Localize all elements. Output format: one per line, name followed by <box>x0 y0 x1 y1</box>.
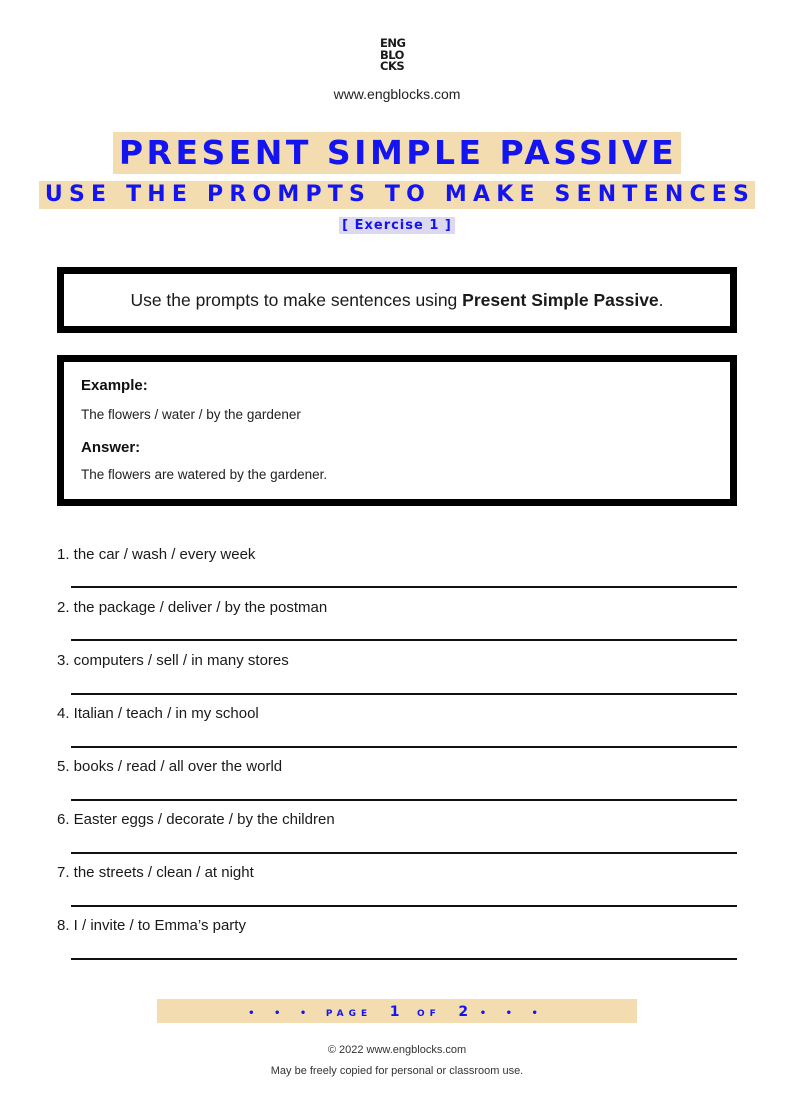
of-word: OF <box>417 1009 441 1019</box>
page-word: PAGE <box>325 1009 373 1019</box>
answer-line-4[interactable] <box>71 746 737 748</box>
answer-label: Answer: <box>81 439 141 456</box>
logo-line-3: CKS <box>380 59 405 73</box>
answer-line-2[interactable] <box>71 639 737 641</box>
page-total: 2 <box>458 1004 469 1020</box>
license-note: May be freely copied for personal or classroom use. <box>270 1065 524 1077</box>
exercise-item-1: 1. the car / wash / every week <box>57 546 256 563</box>
exercise-row <box>0 216 794 234</box>
answer-line-6[interactable] <box>71 852 737 854</box>
instructions-end: . <box>658 290 664 310</box>
title-row <box>0 132 794 174</box>
exercise-item-5: 5. books / read / all over the world <box>57 758 283 775</box>
example-label: Example: <box>81 377 148 394</box>
logo-line-1: ENG <box>380 36 406 50</box>
exercise-item-7: 7. the streets / clean / at night <box>57 864 254 881</box>
example-text: The flowers / water / by the gardener <box>81 407 301 422</box>
subtitle-row <box>0 181 794 209</box>
dots-right: • • • <box>479 1008 546 1019</box>
answer-line-3[interactable] <box>71 693 737 695</box>
answer-line-7[interactable] <box>71 905 737 907</box>
site-url[interactable]: www.engblocks.com <box>333 86 461 102</box>
page-indicator <box>157 999 637 1023</box>
answer-line-8[interactable] <box>71 958 737 960</box>
exercise-item-3: 3. computers / sell / in many stores <box>57 652 289 669</box>
exercise-label: [ Exercise 1 ] <box>339 217 455 234</box>
page-subtitle: USE THE PROMPTS TO MAKE SENTENCES <box>39 181 755 209</box>
answer-line-1[interactable] <box>71 586 737 588</box>
page-current: 1 <box>389 1004 400 1020</box>
instructions-bold: Present Simple Passive <box>462 290 659 310</box>
answer-line-5[interactable] <box>71 799 737 801</box>
copyright: © 2022 www.engblocks.com <box>327 1044 467 1056</box>
page-title: PRESENT SIMPLE PASSIVE <box>113 132 681 174</box>
answer-text: The flowers are watered by the gardener. <box>81 467 328 482</box>
exercise-item-8: 8. I / invite / to Emma’s party <box>57 917 246 934</box>
dots-left: • • • <box>248 1008 315 1019</box>
exercise-item-4: 4. Italian / teach / in my school <box>57 705 259 722</box>
instructions-text: Use the prompts to make sentences using <box>130 290 463 310</box>
exercise-item-6: 6. Easter eggs / decorate / by the children <box>57 811 335 828</box>
logo-line-2: BLO <box>380 47 404 62</box>
example-box <box>57 355 737 506</box>
exercise-item-2: 2. the package / deliver / by the postman <box>57 599 328 616</box>
instructions-box <box>57 267 737 333</box>
engblocks-logo <box>380 38 414 73</box>
